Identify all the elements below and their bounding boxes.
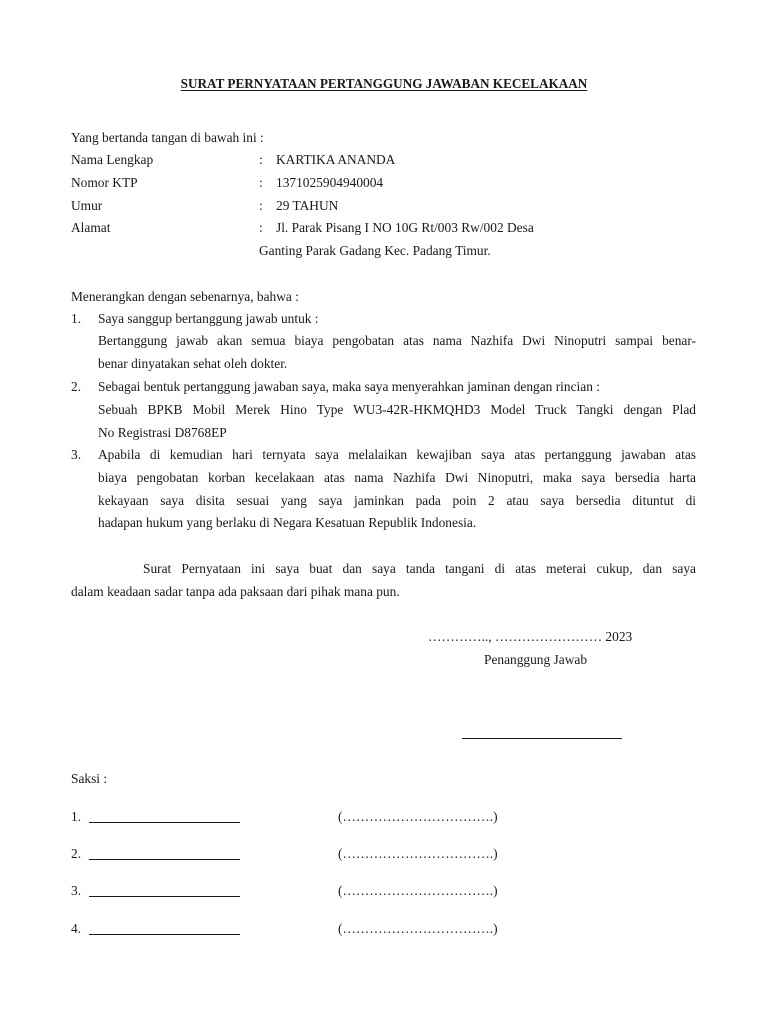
witness-signature-line bbox=[89, 934, 240, 935]
address-line-2: Ganting Parak Gadang Kec. Padang Timur. bbox=[259, 243, 491, 258]
witness-name-placeholder: (…………………………….) bbox=[338, 883, 498, 898]
intro-text: Yang bertanda tangan di bawah ini : bbox=[71, 130, 264, 145]
name-label: Nama Lengkap bbox=[71, 152, 154, 167]
witness-label: Saksi : bbox=[71, 771, 108, 786]
point-3-line-1: Apabila di kemudian hari ternyata saya melalaikan kewajiban saya atas pertanggung jawaban atas bbox=[98, 447, 696, 462]
point-3-line-3: kekayaan saya disita sesuai yang saya jaminkan pada poin 2 atau saya bersedia dituntut di bbox=[98, 493, 696, 508]
point-2-line-2: Sebuah BPKB Mobil Merek Hino Type WU3-42R-HKMQHD3 Model Truck Tangki dengan Plad bbox=[98, 402, 696, 417]
document-title: SURAT PERNYATAAN PERTANGGUNG JAWABAN KECELAKAAN bbox=[180, 76, 588, 91]
point-3-line-4: hadapan hukum yang berlaku di Negara Kesatuan Republik Indonesia. bbox=[98, 515, 477, 530]
witness-number: 1. bbox=[71, 809, 82, 824]
closing-line-1: Surat Pernyataan ini saya buat dan saya tanda tangani di atas meterai cukup, dan saya bbox=[143, 561, 696, 576]
address-label: Alamat bbox=[71, 220, 111, 235]
address-colon: : bbox=[259, 220, 263, 235]
closing-line-2: dalam keadaan sadar tanpa ada paksaan dari pihak mana pun. bbox=[71, 584, 400, 599]
ktp-label: Nomor KTP bbox=[71, 175, 138, 190]
age-value: 29 TAHUN bbox=[276, 198, 339, 213]
point-2-line-1: Sebagai bentuk pertanggung jawaban saya, maka saya menyerahkan jaminan dengan rincian : bbox=[98, 379, 600, 394]
signer-role: Penanggung Jawab bbox=[484, 652, 588, 667]
point-1-line-1: Saya sanggup bertanggung jawab untuk : bbox=[98, 311, 319, 326]
name-value: KARTIKA ANANDA bbox=[276, 152, 396, 167]
place-date: ………….., …………………… 2023 bbox=[428, 629, 633, 644]
witness-number: 3. bbox=[71, 883, 82, 898]
address-line-1: Jl. Parak Pisang I NO 10G Rt/003 Rw/002 Desa bbox=[276, 220, 534, 235]
ktp-colon: : bbox=[259, 175, 263, 190]
ktp-value: 1371025904940004 bbox=[276, 175, 384, 190]
witness-signature-line bbox=[89, 859, 240, 860]
point-2-line-3: No Registrasi D8768EP bbox=[98, 425, 227, 440]
witness-name-placeholder: (…………………………….) bbox=[338, 921, 498, 936]
point-3-number: 3. bbox=[71, 447, 82, 462]
point-1-line-2: Bertanggung jawab akan semua biaya pengobatan atas nama Nazhifa Dwi Ninoputri sampai benar- bbox=[98, 333, 696, 348]
age-colon: : bbox=[259, 198, 263, 213]
statement-intro: Menerangkan dengan sebenarnya, bahwa : bbox=[71, 289, 299, 304]
age-label: Umur bbox=[71, 198, 103, 213]
point-1-line-3: benar dinyatakan sehat oleh dokter. bbox=[98, 356, 288, 371]
signature-line bbox=[462, 738, 622, 739]
witness-name-placeholder: (…………………………….) bbox=[338, 846, 498, 861]
witness-name-placeholder: (…………………………….) bbox=[338, 809, 498, 824]
point-3-line-2: biaya pengobatan korban kecelakaan atas nama Nazhifa Dwi Ninoputri, maka saya bersedia harta bbox=[98, 470, 696, 485]
witness-signature-line bbox=[89, 822, 240, 823]
witness-signature-line bbox=[89, 896, 240, 897]
witness-number: 4. bbox=[71, 921, 82, 936]
name-colon: : bbox=[259, 152, 263, 167]
witness-number: 2. bbox=[71, 846, 82, 861]
point-2-number: 2. bbox=[71, 379, 82, 394]
point-1-number: 1. bbox=[71, 311, 82, 326]
